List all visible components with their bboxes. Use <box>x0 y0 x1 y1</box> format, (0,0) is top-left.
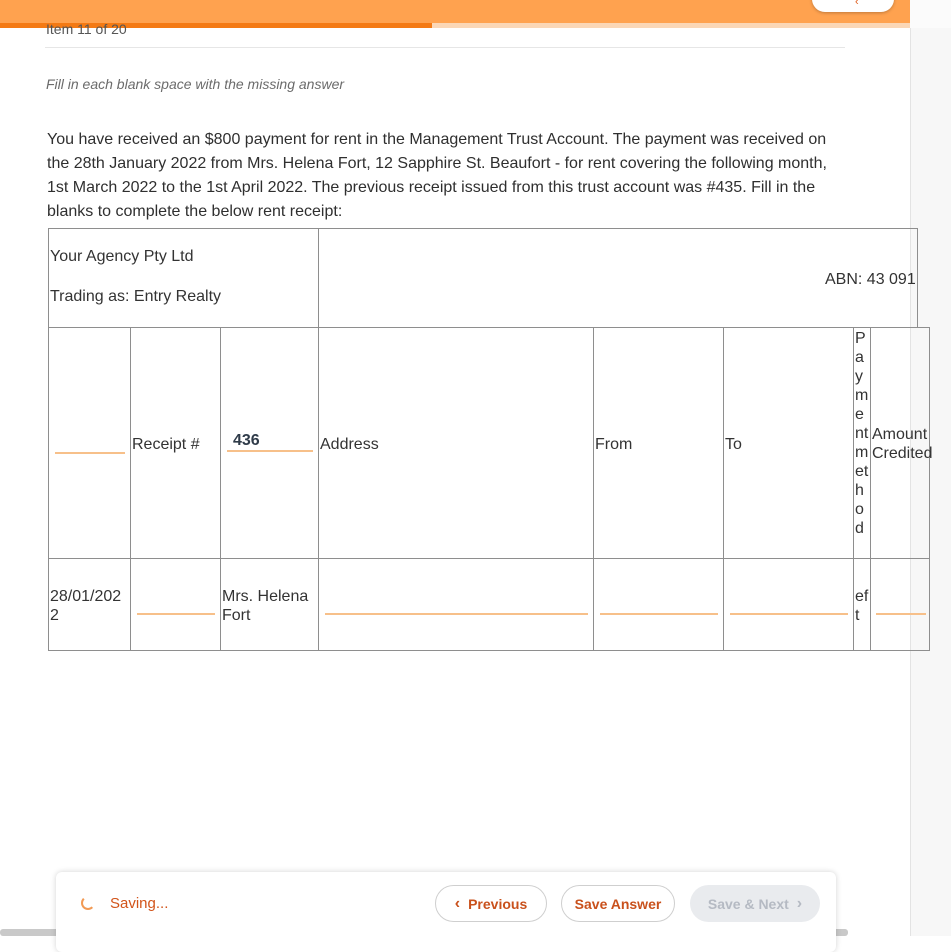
row-address-cell <box>318 558 594 651</box>
header-bar-right <box>910 0 951 28</box>
save-next-label: Save & Next <box>707 895 789 912</box>
save-answer-button[interactable] <box>561 885 675 922</box>
receipt-header-cell <box>130 327 221 559</box>
row-receipt-cell <box>130 558 221 651</box>
row-date-cell <box>48 558 131 651</box>
row-tenant-cell <box>220 558 319 651</box>
receipt-number-cell <box>220 327 319 559</box>
receipt-number-blank[interactable] <box>227 432 313 452</box>
saving-status: Saving... <box>110 895 169 912</box>
timer-pill[interactable] <box>812 0 894 12</box>
row-address-blank[interactable] <box>325 595 588 615</box>
agency-cell <box>48 228 319 328</box>
to-label: To <box>725 436 742 453</box>
payment-method-label: Payment method <box>855 330 869 537</box>
row-tenant: Mrs. Helena Fort <box>222 588 309 624</box>
save-next-button[interactable] <box>690 885 820 922</box>
item-counter: Item 11 of 20 <box>46 21 127 37</box>
trading-as: Trading as: Entry Realty <box>50 288 222 305</box>
row-receipt-blank[interactable] <box>137 595 215 615</box>
abn-cell <box>318 228 918 328</box>
row-payment-method: eft <box>855 588 869 624</box>
address-label: Address <box>320 436 379 453</box>
chevron-left-icon: ‹ <box>454 894 461 912</box>
to-header-cell <box>723 327 854 559</box>
divider <box>45 47 845 48</box>
row-amount-cell <box>870 558 930 651</box>
amount-header-cell <box>870 327 933 559</box>
question-text: You have received an $800 payment for rent in the Management Trust Account. The payment was received on the 28th January 2022 from Mrs. Helena Fort, 12 Sapphire St. Beaufort - for rent covering the following month, 1st March 2022 to the 1st April 2022. The previous receipt issued from this trust account was #435. Fill in the blanks to complete the below rent receipt: <box>47 131 827 220</box>
timer-icon: ‹ <box>855 0 859 8</box>
row-payment-cell <box>853 558 871 651</box>
date-header-blank[interactable] <box>55 434 125 454</box>
header-bar <box>0 0 910 24</box>
chevron-right-icon: › <box>796 894 803 912</box>
agency-name: Your Agency Pty Ltd <box>50 248 194 265</box>
loading-spinner-icon <box>81 896 95 910</box>
row-from-blank[interactable] <box>600 595 718 615</box>
row-amount-blank[interactable] <box>876 595 926 615</box>
row-date: 28/01/2022 <box>50 588 122 624</box>
receipt-no-label: Receipt # <box>132 436 200 453</box>
save-answer-label: Save Answer <box>574 895 662 912</box>
row-to-blank[interactable] <box>730 595 848 615</box>
progress-bar <box>0 23 910 28</box>
amount-credited-label: Amount Credited <box>872 426 933 462</box>
payment-method-header-cell <box>853 327 871 559</box>
row-to-cell <box>723 558 854 651</box>
previous-button[interactable] <box>435 885 547 922</box>
address-header-cell <box>318 327 594 559</box>
abn-text: ABN: 43 091 <box>825 271 916 288</box>
instruction-text: Fill in each blank space with the missing answer <box>46 76 345 92</box>
previous-label: Previous <box>468 895 528 912</box>
rent-receipt-table <box>48 228 933 652</box>
row-from-cell <box>593 558 724 651</box>
date-header-cell <box>48 327 131 559</box>
from-label: From <box>595 436 633 453</box>
from-header-cell <box>593 327 724 559</box>
